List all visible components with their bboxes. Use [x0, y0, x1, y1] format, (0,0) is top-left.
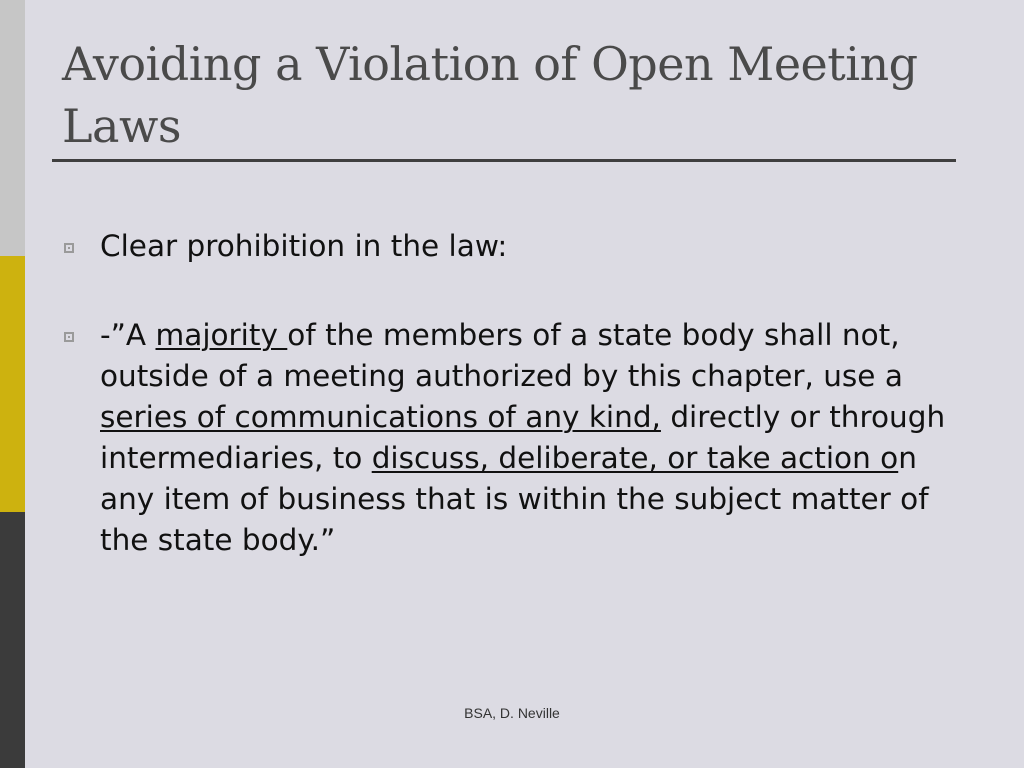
- title-divider: [52, 159, 956, 162]
- bullet-item: [62, 226, 962, 267]
- slide-title: Avoiding a Violation of Open Meeting Laws: [62, 37, 918, 153]
- underlined-term: series of communications of any kind,: [100, 400, 661, 434]
- bullet-item: [62, 315, 962, 561]
- bullet-list: [62, 226, 962, 561]
- underlined-term: discuss, deliberate, or take action o: [371, 441, 899, 475]
- slide-footer: BSA, D. Neville: [464, 705, 560, 721]
- side-accent-bar-dark: [0, 512, 25, 768]
- bullet-text: [100, 229, 507, 263]
- hollow-square-bullet-icon: [64, 243, 74, 253]
- side-accent-bar-gold: [0, 256, 25, 512]
- bullet-text-segment: Clear prohibition in the law:: [100, 229, 508, 263]
- bullet-text-segment: directly or through intermediaries, to: [100, 400, 946, 475]
- bullet-text-segment: -”A: [100, 318, 156, 352]
- bullet-text-segment: n any item of business that is within the subject matter of the state body.”: [100, 441, 929, 557]
- underlined-term: majority: [155, 318, 288, 352]
- hollow-square-bullet-icon: [64, 332, 74, 342]
- side-accent-bar-light: [0, 0, 25, 256]
- bullet-text-segment: of the members of a state body shall not, outside of a meeting authorized by this chapter, use a: [100, 318, 903, 393]
- bullet-text: [100, 318, 945, 557]
